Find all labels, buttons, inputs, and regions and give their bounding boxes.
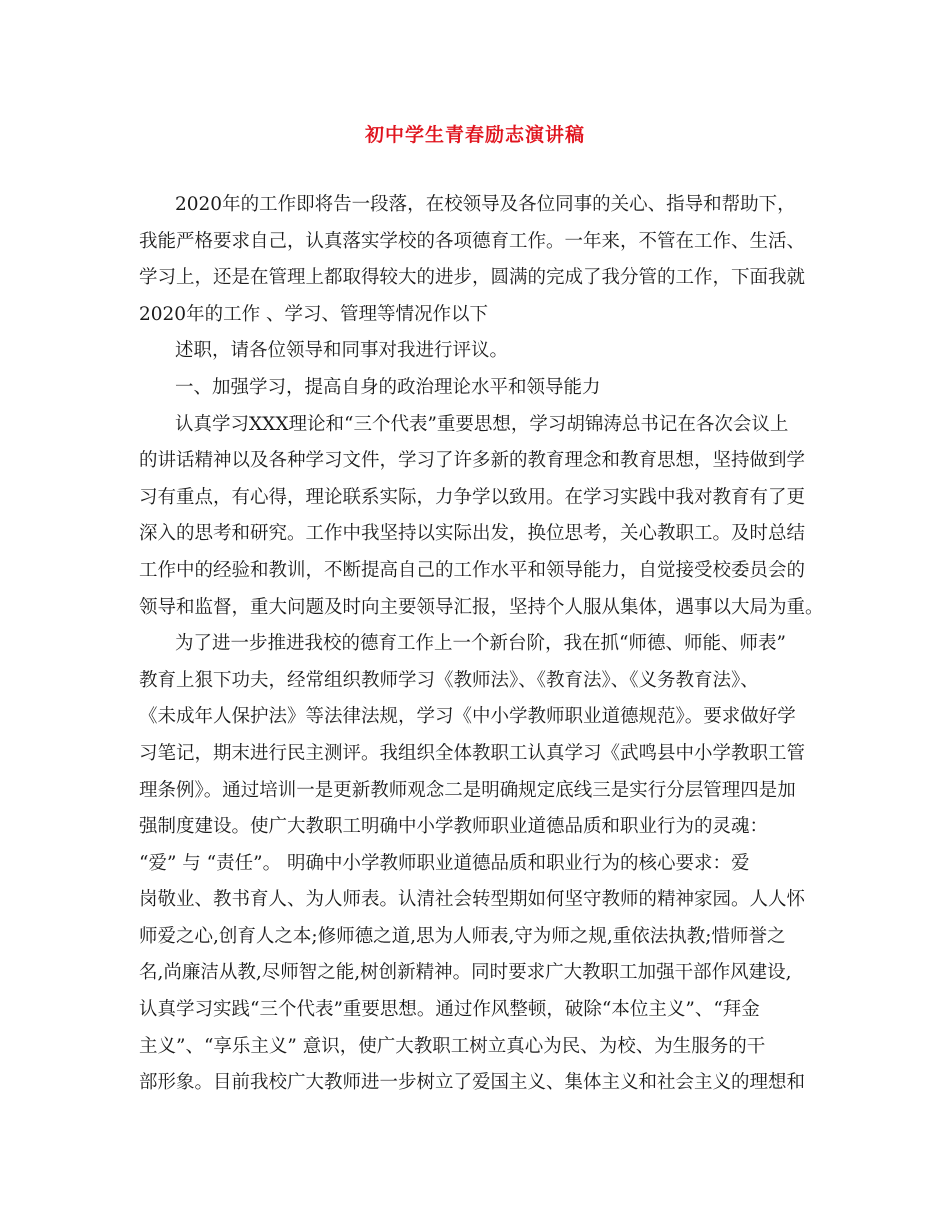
text-line: 认真学习实践“三个代表”重要思想。通过作风整顿，破除“本位主义”、“拜金 xyxy=(139,999,760,1021)
text-line: 我能严格要求自己，认真落实学校的各项德育工作。一年来，不管在工作、生活、 xyxy=(139,230,806,252)
text-line: “爱” 与 “责任”。 明确中小学教师职业道德品质和职业行为的核心要求：爱 xyxy=(139,852,750,874)
text-line: 强制度建设。使广大教职工明确中小学教师职业道德品质和职业行为的灵魂： xyxy=(139,816,769,838)
text-line: 认真学习XXX理论和“三个代表”重要思想，学习胡锦涛总书记在各次会议上 xyxy=(175,413,789,435)
text-line: 领导和监督，重大问题及时向主要领导汇报，坚持个人服从集体，遇事以大局为重。 xyxy=(139,596,824,618)
text-line: 师爱之心,创育人之本;修师德之道,思为人师表,守为师之规,重依法执教;惜师誉之 xyxy=(139,925,786,947)
text-line: 为了进一步推进我校的德育工作上一个新台阶，我在抓“师德、师能、师表” xyxy=(175,633,786,655)
text-line: 名,尚廉洁从教,尽师智之能,树创新精神。同时要求广大教职工加强干部作风建设, xyxy=(139,962,792,984)
text-line: 习有重点，有心得，理论联系实际，力争学以致用。在学习实践中我对教育有了更 xyxy=(139,486,806,508)
text-line: 工作中的经验和教训，不断提高自己的工作水平和领导能力，自觉接受校委员会的 xyxy=(139,559,806,581)
document-title: 初中学生青春励志演讲稿 xyxy=(364,124,585,146)
text-line: 2020年的工作即将告一段落，在校领导及各位同事的关心、指导和帮助下， xyxy=(175,194,796,215)
text-line: 教育上狠下功夫，经常组织教师学习《教师法》、《教育法》、《义务教育法》、 xyxy=(139,669,759,691)
text-line: 《未成年人保护法》等法律法规，学习《中小学教师职业道德规范》。要求做好学 xyxy=(139,706,796,728)
text-line: 一、加强学习，提高自身的政治理论水平和领导能力 xyxy=(175,376,601,398)
text-line: 习笔记，期末进行民主测评。我组织全体教职工认真学习《武鸣县中小学教职工管 xyxy=(139,742,806,764)
text-line: 岗敬业、教书育人、为人师表。认清社会转型期如何坚守教师的精神家园。人人怀 xyxy=(139,889,806,911)
text-line: 2020年的工作 、学习、管理等情况作以下 xyxy=(139,303,488,325)
document-body xyxy=(139,187,829,1102)
text-line: 主义”、“享乐主义” 意识，使广大教职工树立真心为民、为校、为生服务的干 xyxy=(139,1035,766,1057)
text-line: 的讲话精神以及各种学习文件，学习了许多新的教育理念和教育思想，坚持做到学 xyxy=(139,450,806,472)
text-line: 部形象。目前我校广大教师进一步树立了爱国主义、集体主义和社会主义的理想和 xyxy=(139,1072,806,1094)
text-line: 理条例》。通过培训一是更新教师观念二是明确规定底线三是实行分层管理四是加 xyxy=(139,779,796,801)
text-line: 述职，请各位领导和同事对我进行评议。 xyxy=(175,340,509,362)
text-line: 深入的思考和研究。工作中我坚持以实际出发，换位思考，关心教职工。及时总结 xyxy=(139,523,806,545)
text-line: 学习上，还是在管理上都取得较大的进步，圆满的完成了我分管的工作，下面我就 xyxy=(139,267,806,289)
